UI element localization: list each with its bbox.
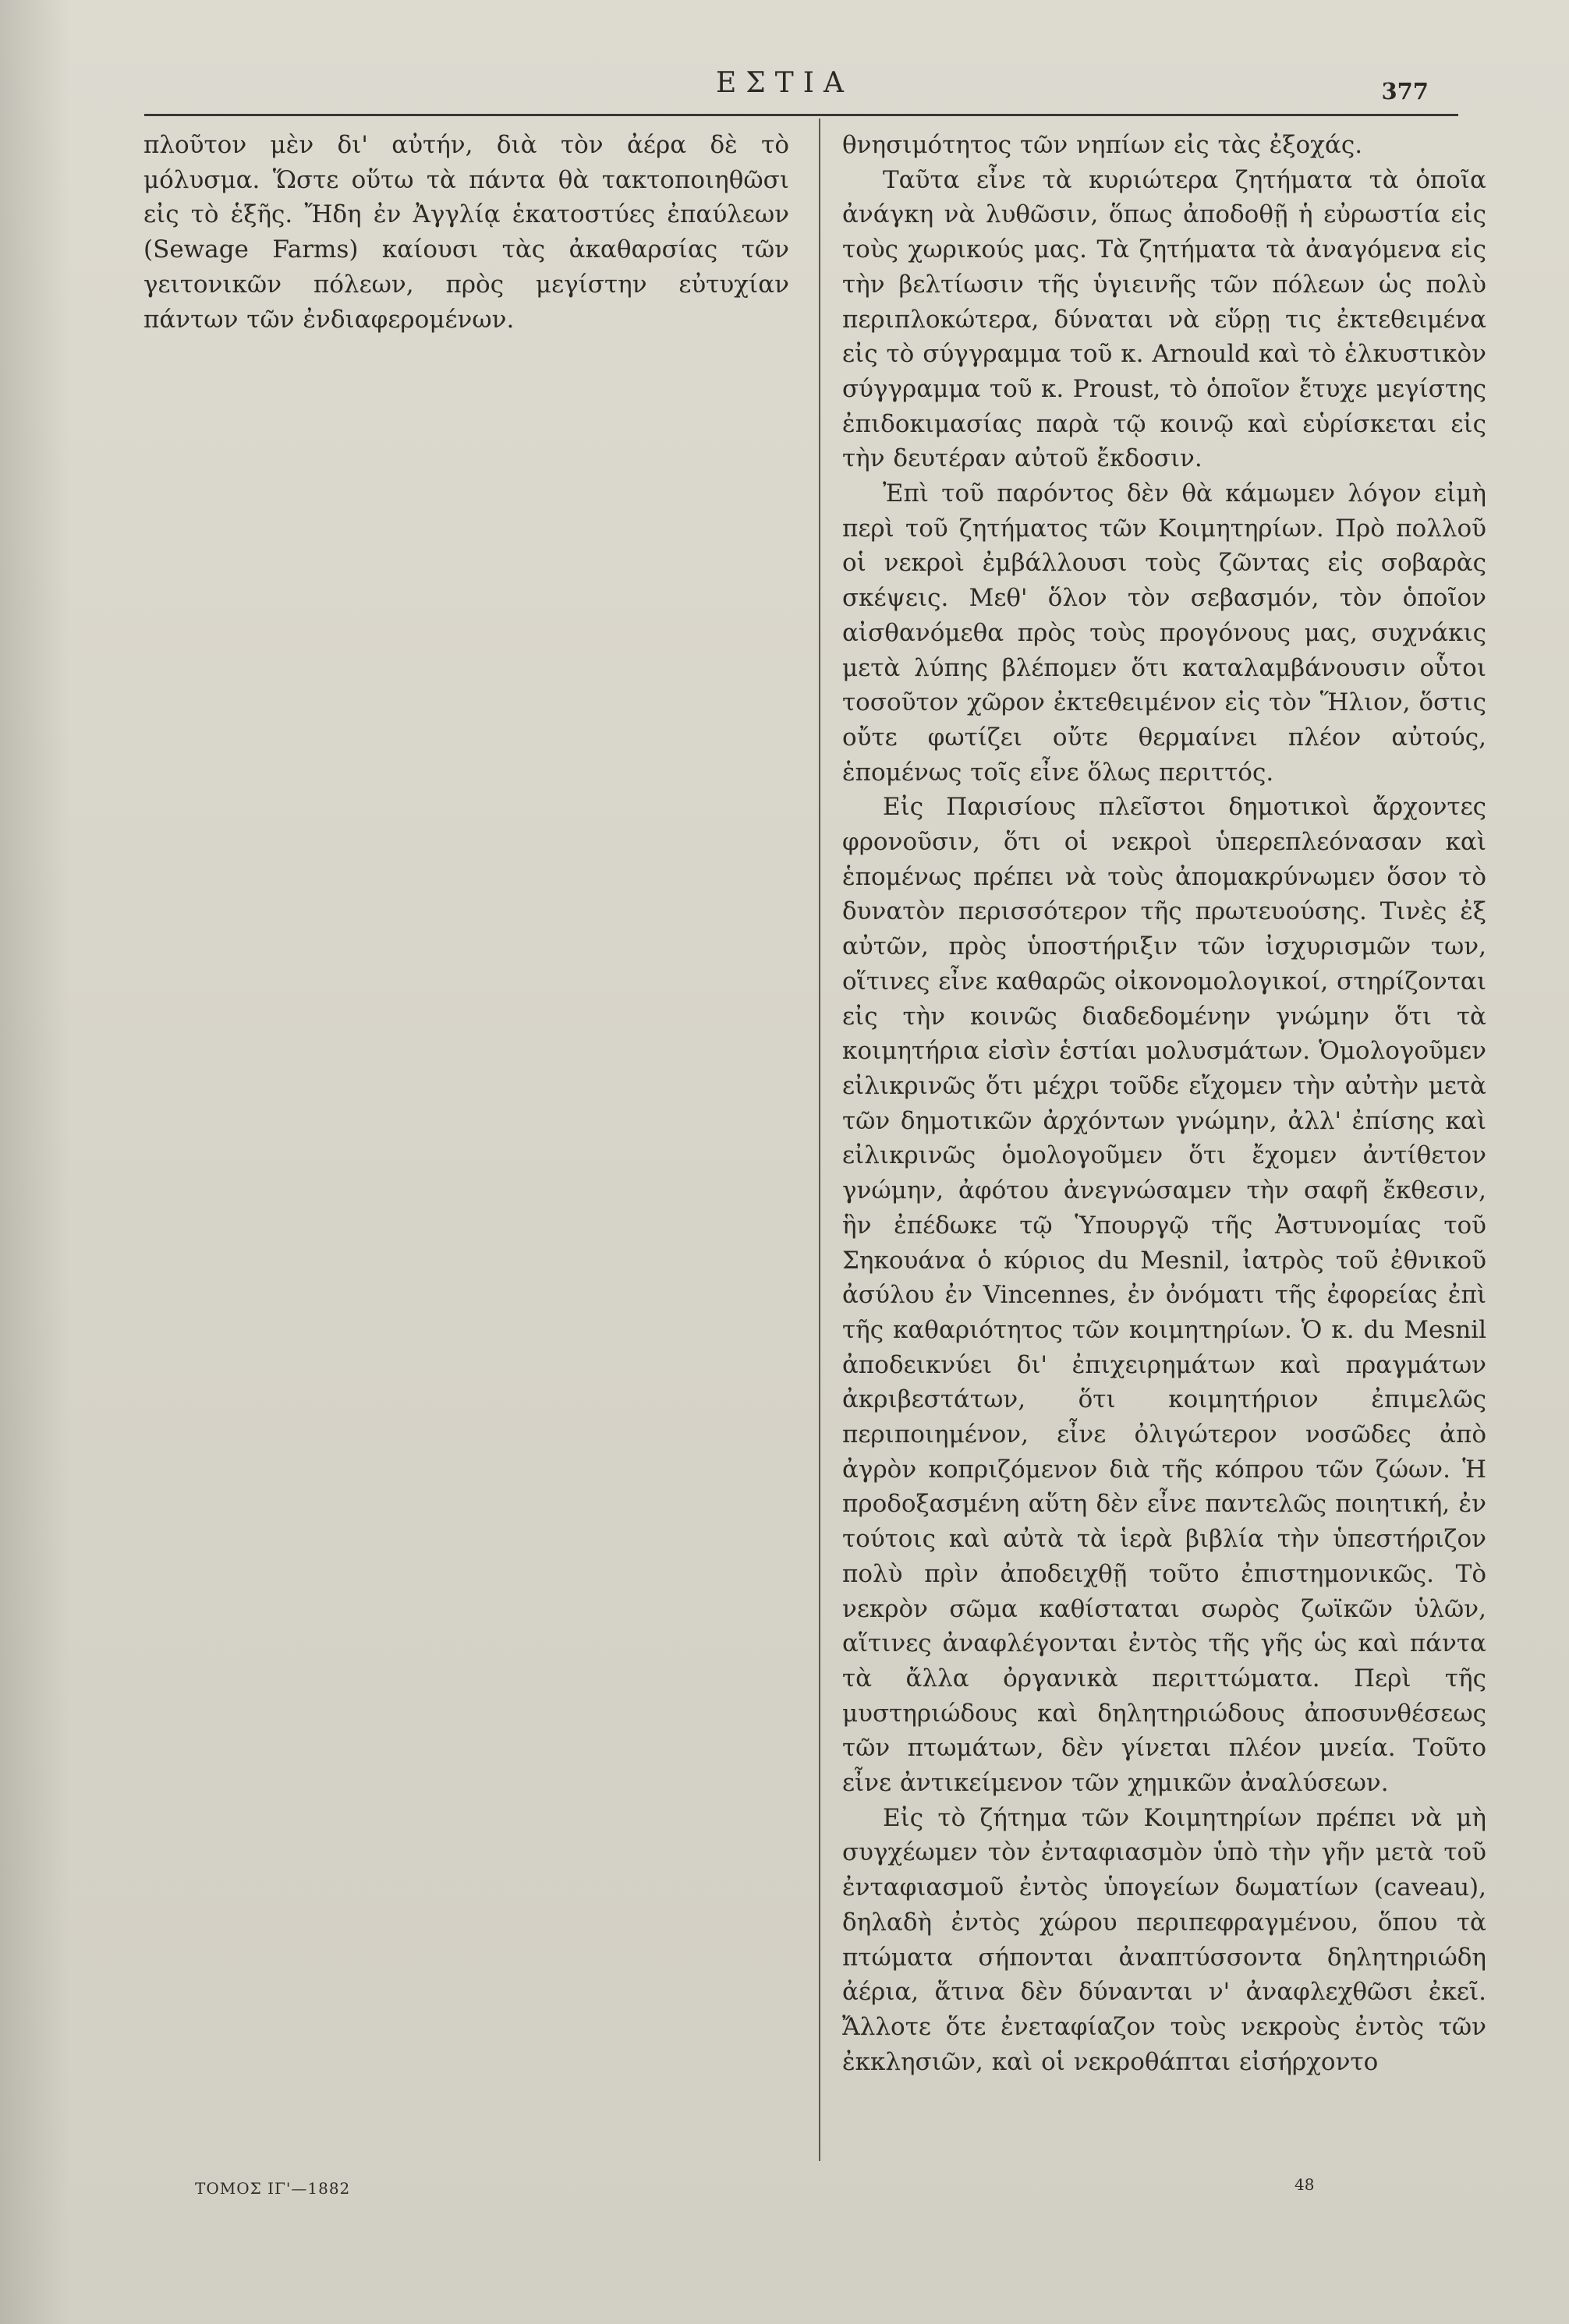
running-title: ΕΣΤΙΑ (716, 67, 853, 99)
paragraph: Ταῦτα εἶνε τὰ κυριώτερα ζητήματα τὰ ὁποῖα ἀνάγκη νὰ λυθῶσιν, ὅπως ἀποδοθῇ ἡ εὐρωστία εἰς τοὺς χωρικούς μας. Τὰ ζητήματα τὰ ἀναγόμενα εἰς τὴν βελτίωσιν τῆς ὑγιεινῆς τῶν πόλεων ὡς πολὺ περιπλοκώτερα, δύναται νὰ εὕρῃ τις ἐκτεθειμένα εἰς τὸ σύγγραμμα τοῦ κ. Arnould καὶ τὸ ἑλκυστικὸν σύγγραμμα τοῦ κ. Proust, τὸ ὁποῖον ἔτυχε μεγίστης ἐπιδοκιμασίας παρὰ τῷ κοινῷ καὶ εὑρίσκεται εἰς τὴν δευτέραν αὐτοῦ ἔκδοσιν. (842, 165, 1486, 473)
paragraph: πλοῦτον μὲν δι' αὐτήν, διὰ τὸν ἀέρα δὲ τὸ μόλυσμα. Ὥστε οὕτω τὰ πάντα θὰ τακτοποιηθῶσι εἰς τὸ ἑξῆς. Ἤδη ἐν Ἀγγλίᾳ ἑκατοστύες ἐπαύλεων (Sewage Farms) καίουσι τὰς ἀκαθαρσίας τῶν γειτονικῶν πόλεων, πρὸς μεγίστην εὐτυχίαν πάντων τῶν ἐνδιαφερομένων. (143, 131, 789, 334)
paragraph: Εἰς τὸ ζήτημα τῶν Κοιμητηρίων πρέπει νὰ μὴ συγχέωμεν τὸν ἐνταφιασμὸν ὑπὸ τὴν γῆν μετὰ τοῦ ἐνταφιασμοῦ ἐντὸς ὑπογείων δωματίων (caveau), δηλαδὴ ἐντὸς χώρου περιπεφραγμένου, ὅπου τὰ πτώματα σήπονται ἀναπτύσσοντα δηλητηριώδη ἀέρια, ἅτινα δὲν δύνανται ν' ἀναφλεχθῶσι ἐκεῖ. Ἄλλοτε ὅτε ἐνεταφίαζον τοὺς νεκροὺς ἐντὸς τῶν ἐκκλησιῶν, καὶ οἱ νεκροθάπται εἰσήρχοντο (842, 1803, 1486, 2076)
left-column (143, 128, 789, 337)
signature-mark: 48 (1295, 2175, 1315, 2194)
right-column (842, 128, 1486, 2079)
paragraph: Εἰς Παρισίους πλεῖστοι δημοτικοὶ ἄρχοντες φρονοῦσιν, ὅτι οἱ νεκροὶ ὑπερεπλεόνασαν καὶ ἑπομένως πρέπει νὰ τοὺς ἀπομακρύνωμεν ὅσον τὸ δυνατὸν περισσότερον τῆς πρωτευούσης. Τινὲς ἐξ αὐτῶν, πρὸς ὑποστήριξιν τῶν ἰσχυρισμῶν των, οἵτινες εἶνε καθαρῶς οἰκονομολογικοί, στηρίζονται εἰς τὴν κοινῶς διαδεδομένην γνώμην ὅτι τὰ κοιμητήρια εἰσὶν ἑστίαι μολυσμάτων. Ὁμολογοῦμεν εἰλικρινῶς ὅτι μέχρι τοῦδε εἴχομεν τὴν αὐτὴν μετὰ τῶν δημοτικῶν ἀρχόντων γνώμην, ἀλλ' ἐπίσης καὶ εἰλικρινῶς ὁμολογοῦμεν ὅτι ἔχομεν ἀντίθετον γνώμην, ἀφότου ἀνεγνώσαμεν τὴν σαφῆ ἔκθεσιν, ἣν ἐπέδωκε τῷ Ὑπουργῷ τῆς Ἀστυνομίας τοῦ Σηκουάνα ὁ κύριος du Mesnil, ἰατρὸς τοῦ ἐθνικοῦ ἀσύλου ἐν Vincennes, ἐν ὀνόματι τῆς ἐφορείας ἐπὶ τῆς καθαριότητος τῶν κοιμητηρίων. Ὁ κ. du Mesnil ἀποδεικνύει δι' ἐπιχειρημάτων καὶ πραγμάτων ἀκριβεστάτων, ὅτι κοιμητήριον ἐπιμελῶς περιποιημένον, εἶνε ὀλιγώτερον νοσῶδες ἀπὸ ἀγρὸν κοπριζόμενον διὰ τῆς κόπρου τῶν ζώων. Ἡ προδοξασμένη αὕτη δὲν εἶνε παντελῶς ποιητική, ἐν τούτοις καὶ αὐτὰ τὰ ἱερὰ βιβλία τὴν ὑπεστήριζον πολὺ πρὶν ἀποδειχθῇ τοῦτο ἐπιστημονικῶς. Τὸ νεκρὸν σῶμα καθίσταται σωρὸς ζωϊκῶν ὑλῶν, αἵτινες ἀναφλέγονται ἐντὸς τῆς γῆς ὡς καὶ πάντα τὰ ἄλλα ὀργανικὰ περιττώματα. Περὶ τῆς μυστηριώδους καὶ δηλητηριώδους ἀποσυνθέσεως τῶν πτωμάτων, δὲν γίνεται πλέον μνεία. Τοῦτο εἶνε ἀντικείμενον τῶν χημικῶν ἀναλύσεων. (842, 793, 1486, 1798)
volume-footer: ΤΟΜΟΣ ΙΓ'—1882 (195, 2179, 351, 2198)
header-rule (144, 114, 1458, 116)
paragraph: Ἐπὶ τοῦ παρόντος δὲν θὰ κάμωμεν λόγον εἰμὴ περὶ τοῦ ζητήματος τῶν Κοιμητηρίων. Πρὸ πολλοῦ οἱ νεκροὶ ἐμβάλλουσι τοὺς ζῶντας εἰς σοβαρὰς σκέψεις. Μεθ' ὅλον τὸν σεβασμόν, τὸν ὁποῖον αἰσθανόμεθα πρὸς τοὺς προγόνους μας, συχνάκις μετὰ λύπης βλέπομεν ὅτι καταλαμβάνουσιν οὗτοι τοσοῦτον χῶρον ἐκτεθειμένον εἰς τὸν Ἥλιον, ὅστις οὔτε φωτίζει οὔτε θερμαίνει πλέον αὐτούς, ἑπομένως τοῖς εἶνε ὅλως περιττός. (842, 479, 1486, 787)
paragraph: θνησιμότητος τῶν νηπίων εἰς τὰς ἐξοχάς. (842, 131, 1363, 159)
column-divider (819, 118, 820, 2161)
page-number: 377 (1381, 78, 1429, 104)
binding-shadow (0, 0, 70, 2324)
